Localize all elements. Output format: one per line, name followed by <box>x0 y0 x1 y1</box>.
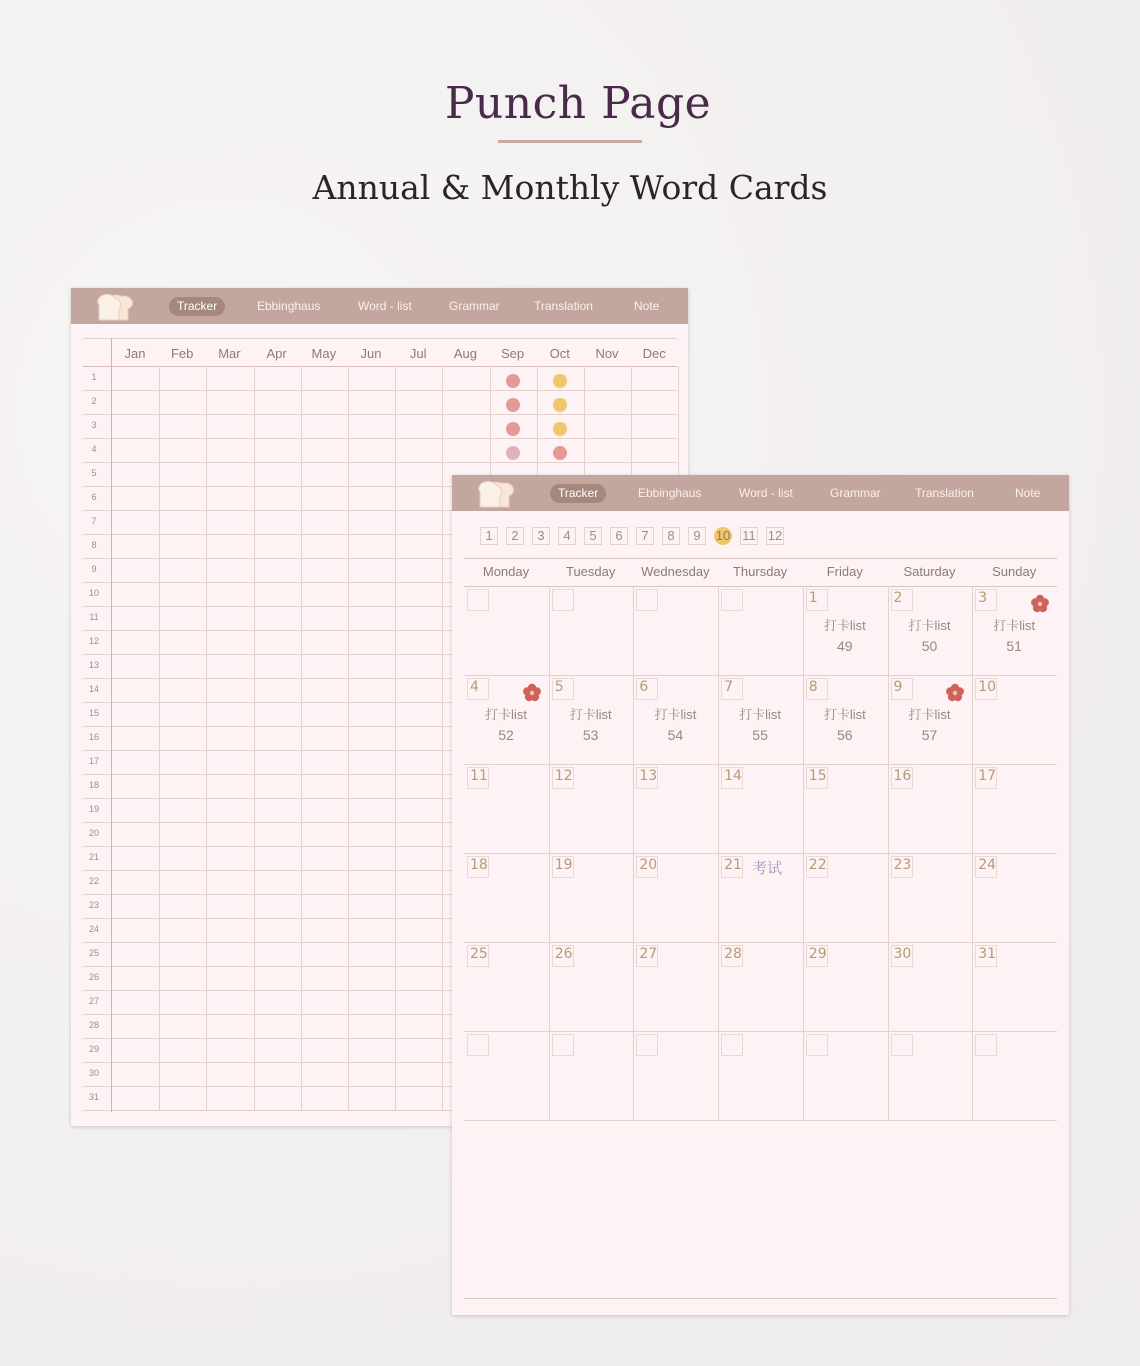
row-number: 23 <box>88 900 99 910</box>
month-number-11[interactable]: 11 <box>742 528 756 543</box>
day-number-3[interactable]: 3 <box>978 590 988 606</box>
nav-tab-translation[interactable]: Translation <box>534 299 593 313</box>
nav-tab-note[interactable]: Note <box>634 299 660 313</box>
annual-grid-line <box>395 366 396 1110</box>
day-number-13[interactable]: 13 <box>639 768 658 784</box>
day-box <box>721 1034 743 1056</box>
flower-sticker-icon <box>522 683 542 703</box>
day-box <box>552 1034 574 1056</box>
month-header-dec: Dec <box>642 346 666 361</box>
checkin-count: 56 <box>837 727 853 743</box>
tracker-dot[interactable] <box>553 446 567 460</box>
row-number: 7 <box>91 516 97 526</box>
annual-grid-line <box>83 390 677 391</box>
month-number-7[interactable]: 7 <box>641 528 649 543</box>
row-number: 1 <box>91 372 97 382</box>
row-number: 11 <box>89 612 99 622</box>
row-number: 24 <box>88 924 99 934</box>
checkin-label: 打卡list <box>739 707 782 722</box>
page-title: Punch Page <box>444 78 712 129</box>
month-header-jun: Jun <box>360 346 382 361</box>
nav-tab-word-list[interactable]: Word - list <box>739 486 793 500</box>
annual-grid-line <box>111 338 112 1112</box>
checkin-label: 打卡list <box>993 618 1036 633</box>
month-header-nov: Nov <box>595 346 619 361</box>
month-number-6[interactable]: 6 <box>615 528 623 543</box>
checkin-label: 打卡list <box>654 707 697 722</box>
checkin-count: 51 <box>1006 638 1022 654</box>
row-number: 12 <box>88 636 99 646</box>
row-number: 26 <box>88 972 99 982</box>
annual-grid-line <box>83 414 677 415</box>
calendar-rule <box>464 764 1057 765</box>
checkin-label: 打卡list <box>485 707 527 722</box>
day-number-30[interactable]: 30 <box>893 946 912 962</box>
calendar-rule <box>633 586 634 1120</box>
calendar-rule <box>464 586 1057 587</box>
weekday-thursday: Thursday <box>732 564 788 579</box>
flower-sticker-icon <box>945 683 965 703</box>
month-number-2[interactable]: 2 <box>511 528 519 543</box>
annual-grid-line <box>83 366 677 367</box>
calendar-rule <box>718 586 719 1120</box>
calendar-rule <box>803 586 804 1120</box>
day-number-2[interactable]: 2 <box>893 590 903 606</box>
row-number: 22 <box>88 876 99 886</box>
annual-grid-line <box>83 338 677 339</box>
annual-grid-line <box>442 366 443 1110</box>
checkin-entry <box>640 705 710 745</box>
calendar-rule <box>464 942 1057 943</box>
day-box <box>975 1034 997 1056</box>
nav-tab-tracker[interactable]: Tracker <box>169 297 225 316</box>
month-number-9[interactable]: 9 <box>693 528 701 543</box>
tracker-dot[interactable] <box>506 398 520 412</box>
day-number-22[interactable]: 22 <box>808 857 827 873</box>
row-number: 3 <box>91 420 97 430</box>
weekday-monday: Monday <box>482 564 530 579</box>
calendar-rule <box>464 853 1057 854</box>
checkin-entry <box>979 616 1049 656</box>
day-box <box>552 589 574 611</box>
weekday-friday: Friday <box>826 564 863 579</box>
weekday-saturday: Saturday <box>903 564 956 579</box>
day-number-18[interactable]: 18 <box>470 857 488 873</box>
day-number-27[interactable]: 27 <box>639 946 658 962</box>
day-box <box>891 1034 913 1056</box>
annual-nav-bar <box>71 288 688 324</box>
row-number: 9 <box>91 564 97 574</box>
row-number: 16 <box>88 732 99 742</box>
monthly-nav-bar <box>452 475 1069 511</box>
checkin-label: 打卡list <box>908 618 951 633</box>
bread-logo-icon <box>476 480 520 508</box>
row-number: 27 <box>88 996 99 1006</box>
month-header-mar: Mar <box>218 346 241 361</box>
tracker-dot[interactable] <box>553 398 567 412</box>
annual-grid-line <box>254 366 255 1110</box>
tracker-dot[interactable] <box>506 374 520 388</box>
day-number-26[interactable]: 26 <box>554 946 573 962</box>
month-number-1[interactable]: 1 <box>485 528 493 543</box>
tracker-dot[interactable] <box>553 422 567 436</box>
day-number-1[interactable]: 1 <box>808 590 818 606</box>
day-number-12[interactable]: 12 <box>554 768 573 784</box>
day-number-20[interactable]: 20 <box>639 857 658 873</box>
row-number: 29 <box>88 1044 99 1054</box>
day-number-17[interactable]: 17 <box>978 768 997 784</box>
nav-tab-tracker[interactable]: Tracker <box>550 484 606 503</box>
day-number-29[interactable]: 29 <box>808 946 827 962</box>
month-header-apr: Apr <box>266 346 287 361</box>
checkin-entry <box>556 705 626 745</box>
weekday-tuesday: Tuesday <box>565 564 616 579</box>
row-number: 13 <box>88 660 99 670</box>
row-number: 31 <box>88 1092 99 1102</box>
calendar-rule <box>972 586 973 1120</box>
page-subtitle: Annual & Monthly Word Cards <box>312 168 828 207</box>
row-number: 5 <box>91 468 97 478</box>
tracker-dot[interactable] <box>506 446 520 460</box>
nav-tab-ebbinghaus[interactable]: Ebbinghaus <box>257 299 321 313</box>
flower-sticker-icon <box>1030 594 1050 614</box>
row-number: 28 <box>88 1020 99 1030</box>
day-number-19[interactable]: 19 <box>554 857 573 873</box>
row-number: 18 <box>88 780 99 790</box>
checkin-label: 打卡list <box>823 707 866 722</box>
nav-tab-grammar[interactable]: Grammar <box>830 486 881 500</box>
nav-tab-note[interactable]: Note <box>1015 486 1041 500</box>
day-number-6[interactable]: 6 <box>639 679 649 695</box>
day-number-5[interactable]: 5 <box>554 679 564 695</box>
checkin-count: 55 <box>752 727 768 743</box>
title-divider <box>498 140 642 143</box>
bread-logo-icon <box>95 293 139 321</box>
checkin-entry <box>810 616 880 656</box>
nav-tab-word-list[interactable]: Word - list <box>358 299 412 313</box>
day-number-7[interactable]: 7 <box>724 679 734 695</box>
checkin-label: 打卡list <box>569 707 612 722</box>
day-number-11[interactable]: 11 <box>470 768 488 784</box>
month-header-oct: Oct <box>549 346 570 361</box>
annual-grid-line <box>83 462 677 463</box>
month-number-5[interactable]: 5 <box>589 528 597 543</box>
checkin-count: 54 <box>667 727 684 743</box>
day-number-24[interactable]: 24 <box>978 857 997 873</box>
nav-tab-translation[interactable]: Translation <box>915 486 974 500</box>
day-number-25[interactable]: 25 <box>470 946 488 962</box>
checkin-entry <box>471 705 541 745</box>
calendar-rule <box>464 675 1057 676</box>
tracker-dot[interactable] <box>506 422 520 436</box>
month-number-10[interactable]: 10 <box>715 528 731 543</box>
day-number-10[interactable]: 10 <box>978 679 997 695</box>
day-number-9[interactable]: 9 <box>893 679 903 695</box>
day-box <box>636 1034 658 1056</box>
day-number-28[interactable]: 28 <box>724 946 742 962</box>
checkin-count: 52 <box>498 727 514 743</box>
checkin-count: 53 <box>582 727 599 743</box>
row-number: 10 <box>88 588 99 598</box>
day-number-8[interactable]: 8 <box>808 679 818 695</box>
day-box <box>467 1034 489 1056</box>
checkin-entry <box>810 705 880 745</box>
month-number-8[interactable]: 8 <box>667 528 675 543</box>
nav-tab-ebbinghaus[interactable]: Ebbinghaus <box>638 486 702 500</box>
month-number-12[interactable]: 12 <box>767 528 783 543</box>
exam-note: 考试 <box>752 860 783 877</box>
calendar-rule <box>549 586 550 1120</box>
weekday-sunday: Sunday <box>992 564 1037 579</box>
day-box <box>806 1034 828 1056</box>
day-box <box>467 589 489 611</box>
day-number-21[interactable]: 21 <box>724 857 742 873</box>
calendar-rule <box>464 558 1057 559</box>
month-header-aug: Aug <box>453 346 477 361</box>
row-number: 2 <box>91 396 97 406</box>
checkin-label: 打卡list <box>908 707 951 722</box>
row-number: 21 <box>88 852 99 862</box>
row-number: 8 <box>91 540 97 550</box>
row-number: 30 <box>88 1068 99 1078</box>
nav-tab-grammar[interactable]: Grammar <box>449 299 500 313</box>
day-number-31[interactable]: 31 <box>978 946 997 962</box>
month-header-may: May <box>311 346 337 361</box>
annual-grid-line <box>83 438 677 439</box>
day-number-23[interactable]: 23 <box>893 857 912 873</box>
checkin-count: 57 <box>921 727 938 743</box>
weekday-wednesday: Wednesday <box>641 564 710 579</box>
day-number-14[interactable]: 14 <box>724 768 742 784</box>
annual-grid-line <box>159 366 160 1110</box>
day-number-16[interactable]: 16 <box>893 768 912 784</box>
checkin-label: 打卡list <box>823 618 866 633</box>
annual-grid-line <box>348 366 349 1110</box>
checkin-entry <box>895 705 965 745</box>
calendar-rule <box>888 586 889 1120</box>
annual-grid-line <box>206 366 207 1110</box>
month-header-sep: Sep <box>501 346 525 361</box>
checkin-count: 50 <box>921 638 938 654</box>
row-number: 14 <box>88 684 99 694</box>
calendar-rule <box>464 1031 1057 1032</box>
day-box <box>721 589 743 611</box>
month-header-jan: Jan <box>124 346 146 361</box>
month-number-3[interactable]: 3 <box>537 528 545 543</box>
month-header-feb: Feb <box>170 346 194 361</box>
calendar-rule <box>464 1120 1057 1121</box>
month-header-jul: Jul <box>409 346 427 361</box>
month-number-4[interactable]: 4 <box>563 528 571 543</box>
monthly-calendar-card <box>452 475 1069 1315</box>
row-number: 19 <box>88 804 99 814</box>
day-number-15[interactable]: 15 <box>808 768 827 784</box>
checkin-entry <box>895 616 965 656</box>
row-number: 20 <box>88 828 99 838</box>
checkin-count: 49 <box>837 638 853 654</box>
tracker-dot[interactable] <box>553 374 567 388</box>
annual-grid-line <box>301 366 302 1110</box>
day-box <box>636 589 658 611</box>
row-number: 17 <box>88 756 99 766</box>
row-number: 15 <box>88 708 99 718</box>
row-number: 6 <box>91 492 97 502</box>
row-number: 25 <box>88 948 99 958</box>
checkin-entry <box>725 705 795 745</box>
row-number: 4 <box>91 444 97 454</box>
calendar-rule <box>464 1298 1057 1299</box>
day-number-4[interactable]: 4 <box>470 679 479 695</box>
